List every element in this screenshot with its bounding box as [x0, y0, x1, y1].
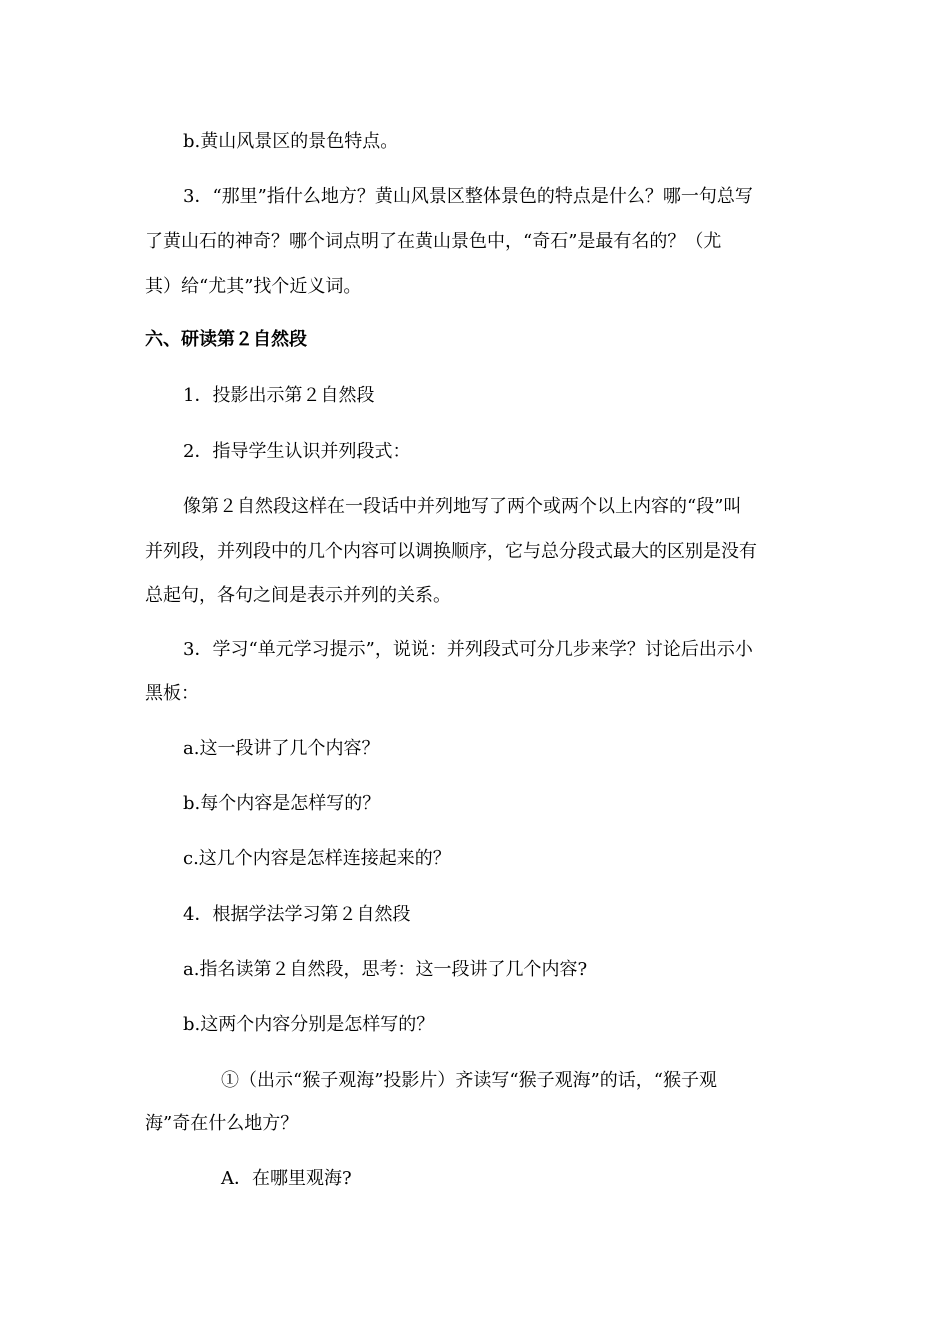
text-line-b-features: b.黄山风景区的景色特点。	[183, 131, 399, 152]
text-line-item-1: 1．投影出示第２自然段	[183, 385, 375, 406]
text-line-step-b: b.每个内容是怎样写的？	[183, 793, 381, 814]
text-line-item-3-part-2: 黑板：	[145, 683, 199, 704]
section-heading-six: 六、研读第２自然段	[145, 329, 307, 350]
text-line-question-3-part-3: 其）给“尤其”找个近义词。	[145, 276, 362, 297]
text-line-circle-1-part-1: ①（出示“猴子观海”投影片）齐读写“猴子观海”的话，“猴子观	[221, 1070, 718, 1091]
text-line-step-c: c.这几个内容是怎样连接起来的？	[183, 848, 451, 869]
text-line-item-4: 4．根据学法学习第２自然段	[183, 904, 411, 925]
text-line-question-3-part-1: 3．“那里”指什么地方？黄山风景区整体景色的特点是什么？哪一句总写	[183, 186, 753, 207]
text-line-paragraph-part-2: 并列段，并列段中的几个内容可以调换顺序，它与总分段式最大的区别是没有	[145, 541, 757, 562]
text-line-circle-1-part-2: 海”奇在什么地方？	[145, 1113, 299, 1134]
text-line-subitem-A: A．在哪里观海?	[221, 1168, 352, 1189]
text-line-step-a: a.这一段讲了几个内容？	[183, 738, 380, 759]
text-line-item-2: 2．指导学生认识并列段式：	[183, 441, 411, 462]
text-line-item-4-a: a.指名读第２自然段，思考：这一段讲了几个内容?	[183, 959, 588, 980]
text-line-item-3-part-1: 3．学习“单元学习提示”，说说：并列段式可分几步来学？讨论后出示小	[183, 639, 753, 660]
text-line-paragraph-part-1: 像第２自然段这样在一段话中并列地写了两个或两个以上内容的“段”叫	[183, 496, 742, 517]
text-line-question-3-part-2: 了黄山石的神奇？哪个词点明了在黄山景色中，“奇石”是最有名的？（尤	[145, 231, 722, 252]
text-line-item-4-b: b.这两个内容分别是怎样写的？	[183, 1014, 435, 1035]
text-line-paragraph-part-3: 总起句，各句之间是表示并列的关系。	[145, 585, 451, 606]
